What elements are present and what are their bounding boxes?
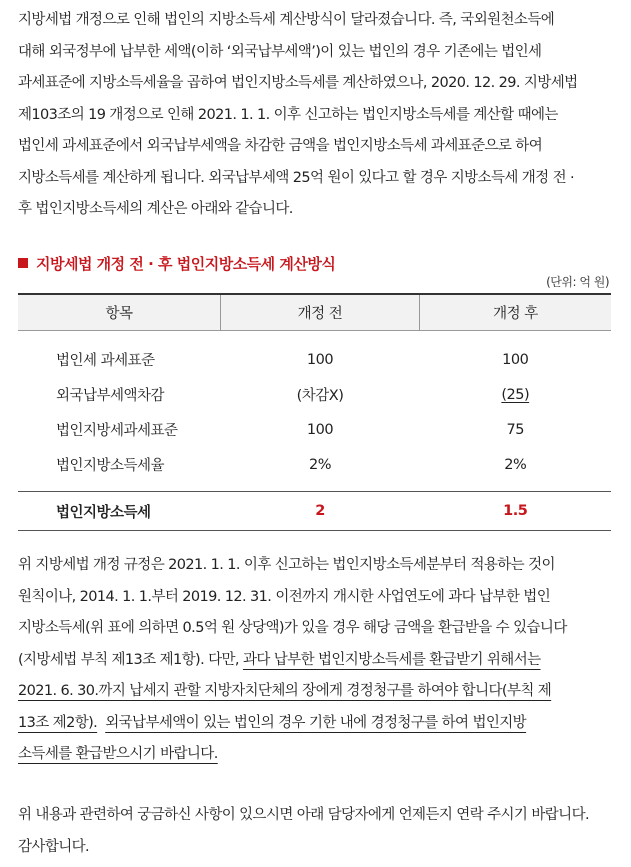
column-header-item: 항목	[18, 294, 221, 331]
closing-paragraph	[18, 800, 611, 863]
total-before-value: 2	[221, 492, 420, 531]
row-label: 외국납부세액차감	[56, 388, 165, 404]
underlined-text: 외국납부세액이 있는 법인의 경우 기한 내에 경정청구를 하여 법인지방	[105, 714, 527, 731]
intro-line: 후 법인지방소득세의 계산은 아래와 같습니다.	[18, 201, 293, 217]
underlined-text: 과다 납부한 법인지방소득세를 환급받기 위해서는	[242, 651, 541, 668]
row-before-value: (차감X)	[296, 388, 344, 404]
row-before-value: 100	[306, 421, 334, 438]
total-label: 법인지방소득세	[18, 492, 221, 531]
body-text	[97, 715, 105, 731]
intro-line: 과세표준에 지방소득세율을 곱하여 법인지방소득세를 계산하였으나, 2020. 12. 29. 지방세법	[18, 75, 578, 91]
intro-line: 지방소득세를 계산하게 됩니다. 외국납부세액 25억 원이 있다고 할 경우 지방소득세 개정 전 ·	[18, 169, 575, 186]
unit-label: (단위: 억 원)	[546, 275, 609, 289]
square-bullet-icon	[18, 258, 28, 268]
body-line	[18, 708, 611, 740]
intro-line: 대해 외국정부에 납부한 세액(이하 ‘외국납부세액’)이 있는 법인의 경우 기존에는 법인세	[18, 43, 542, 60]
table-row	[18, 377, 611, 412]
row-label: 법인지방소득세율	[56, 458, 165, 474]
row-after-value: 2%	[504, 456, 527, 473]
body-line: 원칙이나, 2014. 1. 1.부터 2019. 12. 31. 이전까지 개시한 사업연도에 과다 납부한 법인	[18, 588, 551, 605]
column-header-after: 개정 후	[420, 294, 612, 331]
row-after-value	[420, 377, 612, 412]
refund-paragraph	[18, 550, 611, 771]
table-total-row	[18, 492, 611, 531]
underlined-text: 소득세를 환급받으시기 바랍니다.	[18, 746, 218, 762]
section-title	[18, 253, 335, 274]
table-row	[18, 331, 611, 378]
intro-paragraph	[18, 5, 611, 226]
underlined-text: 2021. 6. 30.까지 납세지 관할 지방자치단체의 장에게 경정청구를 하여야 합니다(부칙 제	[18, 683, 552, 699]
body-line: 위 지방세법 개정 규정은 2021. 1. 1. 이후 신고하는 법인지방소득세분부터 적용하는 것이	[18, 557, 555, 573]
body-line: 지방소득세(위 표에 의하면 0.5억 원 상당액)가 있을 경우 해당 금액을 환급받을 수 있습니다	[18, 620, 567, 636]
table-row	[18, 447, 611, 492]
section-title-text: 지방세법 개정 전 · 후 법인지방소득세 계산방식	[36, 255, 336, 273]
intro-line: 법인세 과세표준에서 외국납부세액을 차감한 금액을 법인지방소득세 과세표준으로 하여	[18, 138, 543, 154]
row-after-value-text: (25)	[501, 386, 530, 403]
intro-line: 제103조의 19 개정으로 인해 2021. 1. 1. 이후 신고하는 법인지방소득세를 계산할 때에는	[18, 106, 558, 123]
intro-line: 지방세법 개정으로 인해 법인의 지방소득세 계산방식이 달라졌습니다. 즉, 국외원천소득에	[18, 12, 555, 28]
total-after-value: 1.5	[420, 492, 612, 531]
column-header-before: 개정 전	[221, 294, 420, 331]
body-text: (지방세법 부칙 제13조 제1항). 다만,	[18, 651, 243, 668]
body-line	[18, 739, 611, 771]
body-line	[18, 676, 611, 708]
row-after-value: 100	[502, 351, 529, 368]
tax-comparison-table	[18, 293, 611, 531]
row-after-value: 75	[506, 421, 524, 438]
closing-line: 위 내용과 관련하여 궁금하신 사항이 있으시면 아래 담당자에게 언제든지 연락 주시기 바랍니다.	[18, 807, 589, 823]
underlined-text: 13조 제2항).	[18, 714, 98, 731]
table-row	[18, 412, 611, 447]
row-before-value: 100	[306, 351, 334, 368]
row-label: 법인세 과세표준	[56, 353, 155, 369]
row-label: 법인지방세과세표준	[56, 423, 178, 439]
table-header-row	[18, 294, 611, 331]
row-before-value: 2%	[308, 456, 331, 473]
body-line	[18, 645, 611, 677]
closing-line: 감사합니다.	[18, 838, 90, 855]
